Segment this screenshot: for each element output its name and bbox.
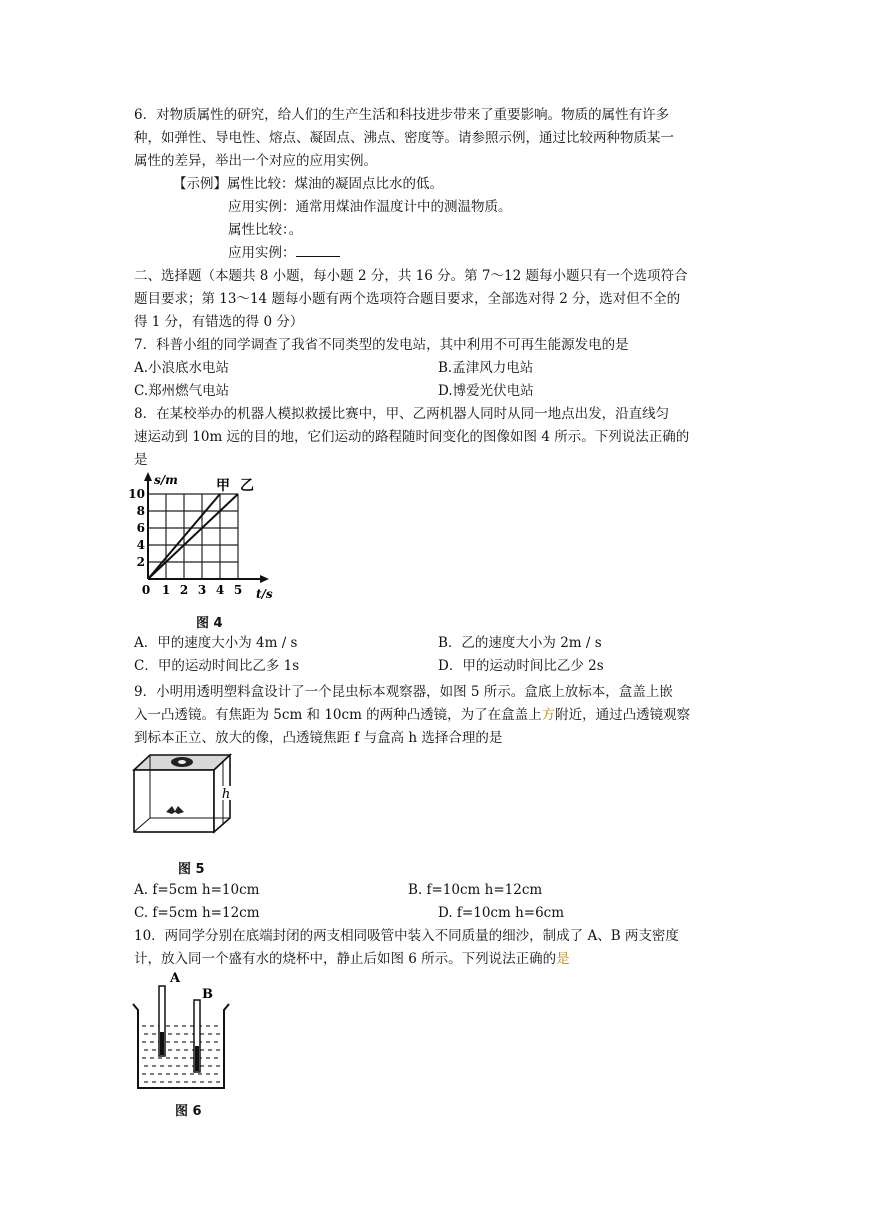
figure-6-beaker: [130, 970, 240, 1092]
y-tick-4: 4: [136, 538, 145, 552]
q9-line-1: 9．小明用透明塑料盒设计了一个昆虫标本观察器，如图 5 所示。盒底上放标本，盒盖上嵌: [134, 684, 673, 700]
series-label-yi: 乙: [240, 478, 254, 494]
water: [142, 1026, 220, 1082]
x-axis-arrow: [260, 575, 269, 583]
q7-option-b: B.孟津风力电站: [438, 360, 534, 376]
q8-line-2: 速运动到 10m 远的目的地，它们运动的路程随时间变化的图像如图 4 所示。下列说法正确的: [134, 429, 690, 445]
q9-option-b: B. f=10cm h=12cm: [408, 882, 543, 898]
answer-blank: [296, 244, 340, 257]
q6-line-1: 6．对物质属性的研究，给人们的生产生活和科技进步带来了重要影响。物质的属性有许多: [134, 107, 670, 123]
q8-option-b: B．乙的速度大小为 2m / s: [438, 635, 602, 651]
q10-line-1: 10．两同学分别在底端封闭的两支相同吸管中装入不同质量的细沙，制成了 A、B 两支密度: [134, 928, 679, 944]
series-label-jia: 甲: [216, 478, 230, 494]
x-tick-4: 4: [215, 583, 225, 597]
q7-stem: 7．科普小组的同学调查了我省不同类型的发电站，其中利用不可再生能源发电的是: [134, 337, 629, 353]
x-tick-1: 1: [161, 583, 171, 597]
q10-line-2: [134, 949, 570, 969]
q8-option-a: A．甲的速度大小为 4m / s: [134, 635, 298, 651]
q10-line-2-part-1: 计，放入同一个盛有水的烧杯中，静止后如图 6 所示。下列说法正确的: [134, 951, 557, 967]
y-tick-6: 6: [136, 521, 145, 535]
line-yi: [148, 494, 238, 579]
figure-6-caption: 图 6: [175, 1104, 202, 1119]
section2-line-1: 二、选择题（本题共 8 小题，每小题 2 分，共 16 分。第 7～12 题每小题只有一个选项符合: [134, 268, 688, 284]
q10-line-2-highlight: 是: [556, 951, 570, 967]
q6-example-attribute: 【示例】属性比较：煤油的凝固点比水的低。: [173, 176, 443, 192]
q6-line-2: 种，如弹性、导电性、熔点、凝固点、沸点、密度等。请参照示例，通过比较两种物质某一: [134, 130, 674, 146]
x-tick-labels: [142, 583, 242, 597]
beaker-outline: [133, 1004, 229, 1088]
y-tick-2: 2: [136, 555, 145, 569]
q9-line-3: 到标本正立、放大的像，凸透镜焦距 f 与盒高 h 选择合理的是: [134, 730, 503, 746]
x-tick-5: 5: [233, 583, 243, 597]
q7-option-a: A.小浪底水电站: [134, 360, 230, 376]
figure-5-box: [130, 752, 250, 842]
y-tick-10: 10: [128, 487, 145, 501]
y-axis-arrow: [144, 472, 152, 481]
q8-line-3: 是: [134, 452, 148, 468]
y-axis-label: s/m: [154, 473, 178, 487]
q6-example-application: 应用实例：通常用煤油作温度计中的测温物质。: [228, 199, 512, 215]
q8-line-1: 8．在某校举办的机器人模拟救援比赛中，甲、乙两机器人同时从同一地点出发，沿直线匀: [134, 406, 670, 422]
figure-4-graph: [128, 470, 278, 605]
x-tick-0: 0: [141, 583, 151, 597]
q7-option-d: D.博爱光伏电站: [438, 383, 534, 399]
section2-line-2: 题目要求；第 13～14 题每小题有两个选项符合题目要求，全部选对得 2 分，选对但不全的: [134, 291, 681, 307]
q9-line-2-highlight: 方: [541, 707, 556, 723]
q8-option-c: C．甲的运动时间比乙多 1s: [134, 658, 300, 674]
q9-line-2: [134, 705, 690, 725]
q9-option-c: C. f=5cm h=12cm: [134, 905, 260, 921]
y-tick-labels: [128, 487, 145, 569]
tube-a-label: A: [170, 971, 181, 986]
box-height-label: h: [221, 787, 231, 802]
q6-line-3: 属性的差异，举出一个对应的应用实例。: [134, 153, 377, 169]
x-axis-label: t/s: [256, 587, 273, 601]
q8-option-d: D．甲的运动时间比乙少 2s: [438, 658, 604, 674]
x-tick-2: 2: [179, 583, 189, 597]
q6-attribute-prompt: 属性比较：。: [228, 222, 303, 238]
figure-4-caption: 图 4: [196, 616, 223, 631]
section2-line-3: 得 1 分，有错选的得 0 分）: [134, 314, 304, 330]
x-tick-3: 3: [197, 583, 207, 597]
y-tick-8: 8: [136, 504, 145, 518]
q9-option-a: A. f=5cm h=10cm: [134, 882, 260, 898]
q6-application-label: 应用实例：: [228, 245, 296, 261]
q9-line-2-part-2: 附近，通过凸透镜观察: [555, 707, 691, 723]
q6-application-prompt: [228, 243, 340, 263]
q9-option-d: D. f=10cm h=6cm: [438, 905, 565, 921]
tube-b-label: B: [202, 987, 213, 1002]
q9-line-2-part-1: 入一凸透镜。有焦距为 5cm 和 10cm 的两种凸透镜，为了在盒盖上: [134, 707, 542, 723]
q7-option-c: C.郑州燃气电站: [134, 383, 230, 399]
figure-5-caption: 图 5: [178, 862, 205, 877]
